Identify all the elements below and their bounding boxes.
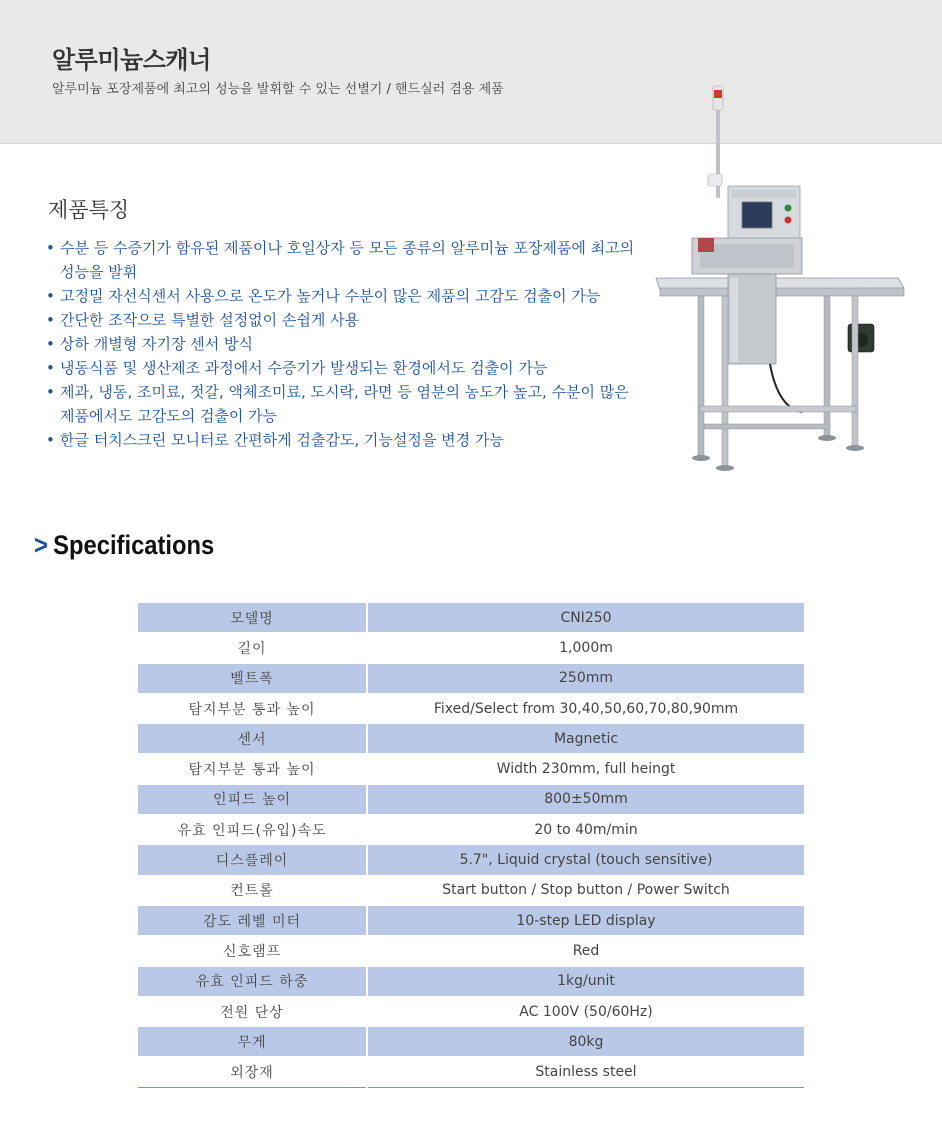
specifications-heading xyxy=(34,530,214,561)
specifications-table xyxy=(138,603,804,1088)
table-row xyxy=(138,996,804,1026)
spec-label: 유효 인피드(유입)속도 xyxy=(138,815,367,845)
spec-value: 1kg/unit xyxy=(367,966,804,996)
table-row xyxy=(138,754,804,784)
spec-value: CNI250 xyxy=(367,603,804,633)
spec-label: 길이 xyxy=(138,633,367,663)
spec-value: AC 100V (50/60Hz) xyxy=(367,996,804,1026)
spec-value: Width 230mm, full heingt xyxy=(367,754,804,784)
scanner-machine-image xyxy=(652,78,912,478)
spec-label: 감도 레벨 미터 xyxy=(138,905,367,935)
table-row xyxy=(138,845,804,875)
spec-value: Red xyxy=(367,936,804,966)
spec-value: 1,000m xyxy=(367,633,804,663)
feature-item: • 간단한 조작으로 특별한 설정없이 손쉽게 사용 xyxy=(46,308,646,332)
spec-label: 탐지부분 통과 높이 xyxy=(138,693,367,723)
spec-label: 탐지부분 통과 높이 xyxy=(138,754,367,784)
spec-value: Fixed/Select from 30,40,50,60,70,80,90mm xyxy=(367,693,804,723)
feature-item: • 제과, 냉동, 조미료, 젓갈, 액체조미료, 도시락, 라면 등 염분의 농도가 높고, 수분이 많은 제품에서도 고감도의 검출이 가능 xyxy=(46,380,646,428)
table-row xyxy=(138,724,804,754)
table-row xyxy=(138,633,804,663)
spec-value: 250mm xyxy=(367,663,804,693)
table-row xyxy=(138,1027,804,1057)
spec-label: 전원 단상 xyxy=(138,996,367,1026)
feature-item: • 고정밀 자선식센서 사용으로 온도가 높거나 수분이 많은 제품의 고감도 검출이 가능 xyxy=(46,284,646,308)
spec-value: Stainless steel xyxy=(367,1057,804,1087)
table-row xyxy=(138,875,804,905)
specifications-title: Specifications xyxy=(53,530,215,560)
spec-value: 5.7", Liquid crystal (touch sensitive) xyxy=(367,845,804,875)
features-title: 제품특징 xyxy=(48,198,130,222)
spec-label: 컨트롤 xyxy=(138,875,367,905)
spec-label: 무게 xyxy=(138,1027,367,1057)
spec-value: Magnetic xyxy=(367,724,804,754)
table-row xyxy=(138,784,804,814)
spec-label: 신호램프 xyxy=(138,936,367,966)
table-row xyxy=(138,603,804,633)
table-row xyxy=(138,663,804,693)
spec-label: 센서 xyxy=(138,724,367,754)
table-row xyxy=(138,966,804,996)
product-subtitle: 알루미늄 포장제품에 최고의 성능을 발휘할 수 있는 선별기 / 핸드실러 겸용 제품 xyxy=(52,82,504,97)
spec-label: 유효 인피드 하중 xyxy=(138,966,367,996)
spec-value: 20 to 40m/min xyxy=(367,815,804,845)
feature-item: • 한글 터치스크린 모니터로 간편하게 검출감도, 기능설정을 변경 가능 xyxy=(46,428,646,452)
spec-label: 디스플레이 xyxy=(138,845,367,875)
spec-value: 10-step LED display xyxy=(367,905,804,935)
spec-value: Start button / Stop button / Power Switch xyxy=(367,875,804,905)
spec-label: 외장재 xyxy=(138,1057,367,1087)
table-row xyxy=(138,815,804,845)
features-list xyxy=(46,236,646,452)
table-row xyxy=(138,905,804,935)
feature-item: • 상하 개별형 자기장 센서 방식 xyxy=(46,332,646,356)
chevron-right-icon: > xyxy=(34,530,48,560)
table-row xyxy=(138,693,804,723)
feature-item: • 수분 등 수증기가 함유된 제품이나 호일상자 등 모든 종류의 알루미늄 포장제품에 최고의 성능을 발휘 xyxy=(46,236,646,284)
product-title: 알루미늄스캐너 xyxy=(52,46,211,74)
feature-item: • 냉동식품 및 생산제조 과정에서 수증기가 발생되는 환경에서도 검출이 가능 xyxy=(46,356,646,380)
spec-label: 인피드 높이 xyxy=(138,784,367,814)
spec-label: 모델명 xyxy=(138,603,367,633)
table-row xyxy=(138,1057,804,1087)
spec-value: 800±50mm xyxy=(367,784,804,814)
spec-label: 벨트폭 xyxy=(138,663,367,693)
table-row xyxy=(138,936,804,966)
spec-value: 80kg xyxy=(367,1027,804,1057)
